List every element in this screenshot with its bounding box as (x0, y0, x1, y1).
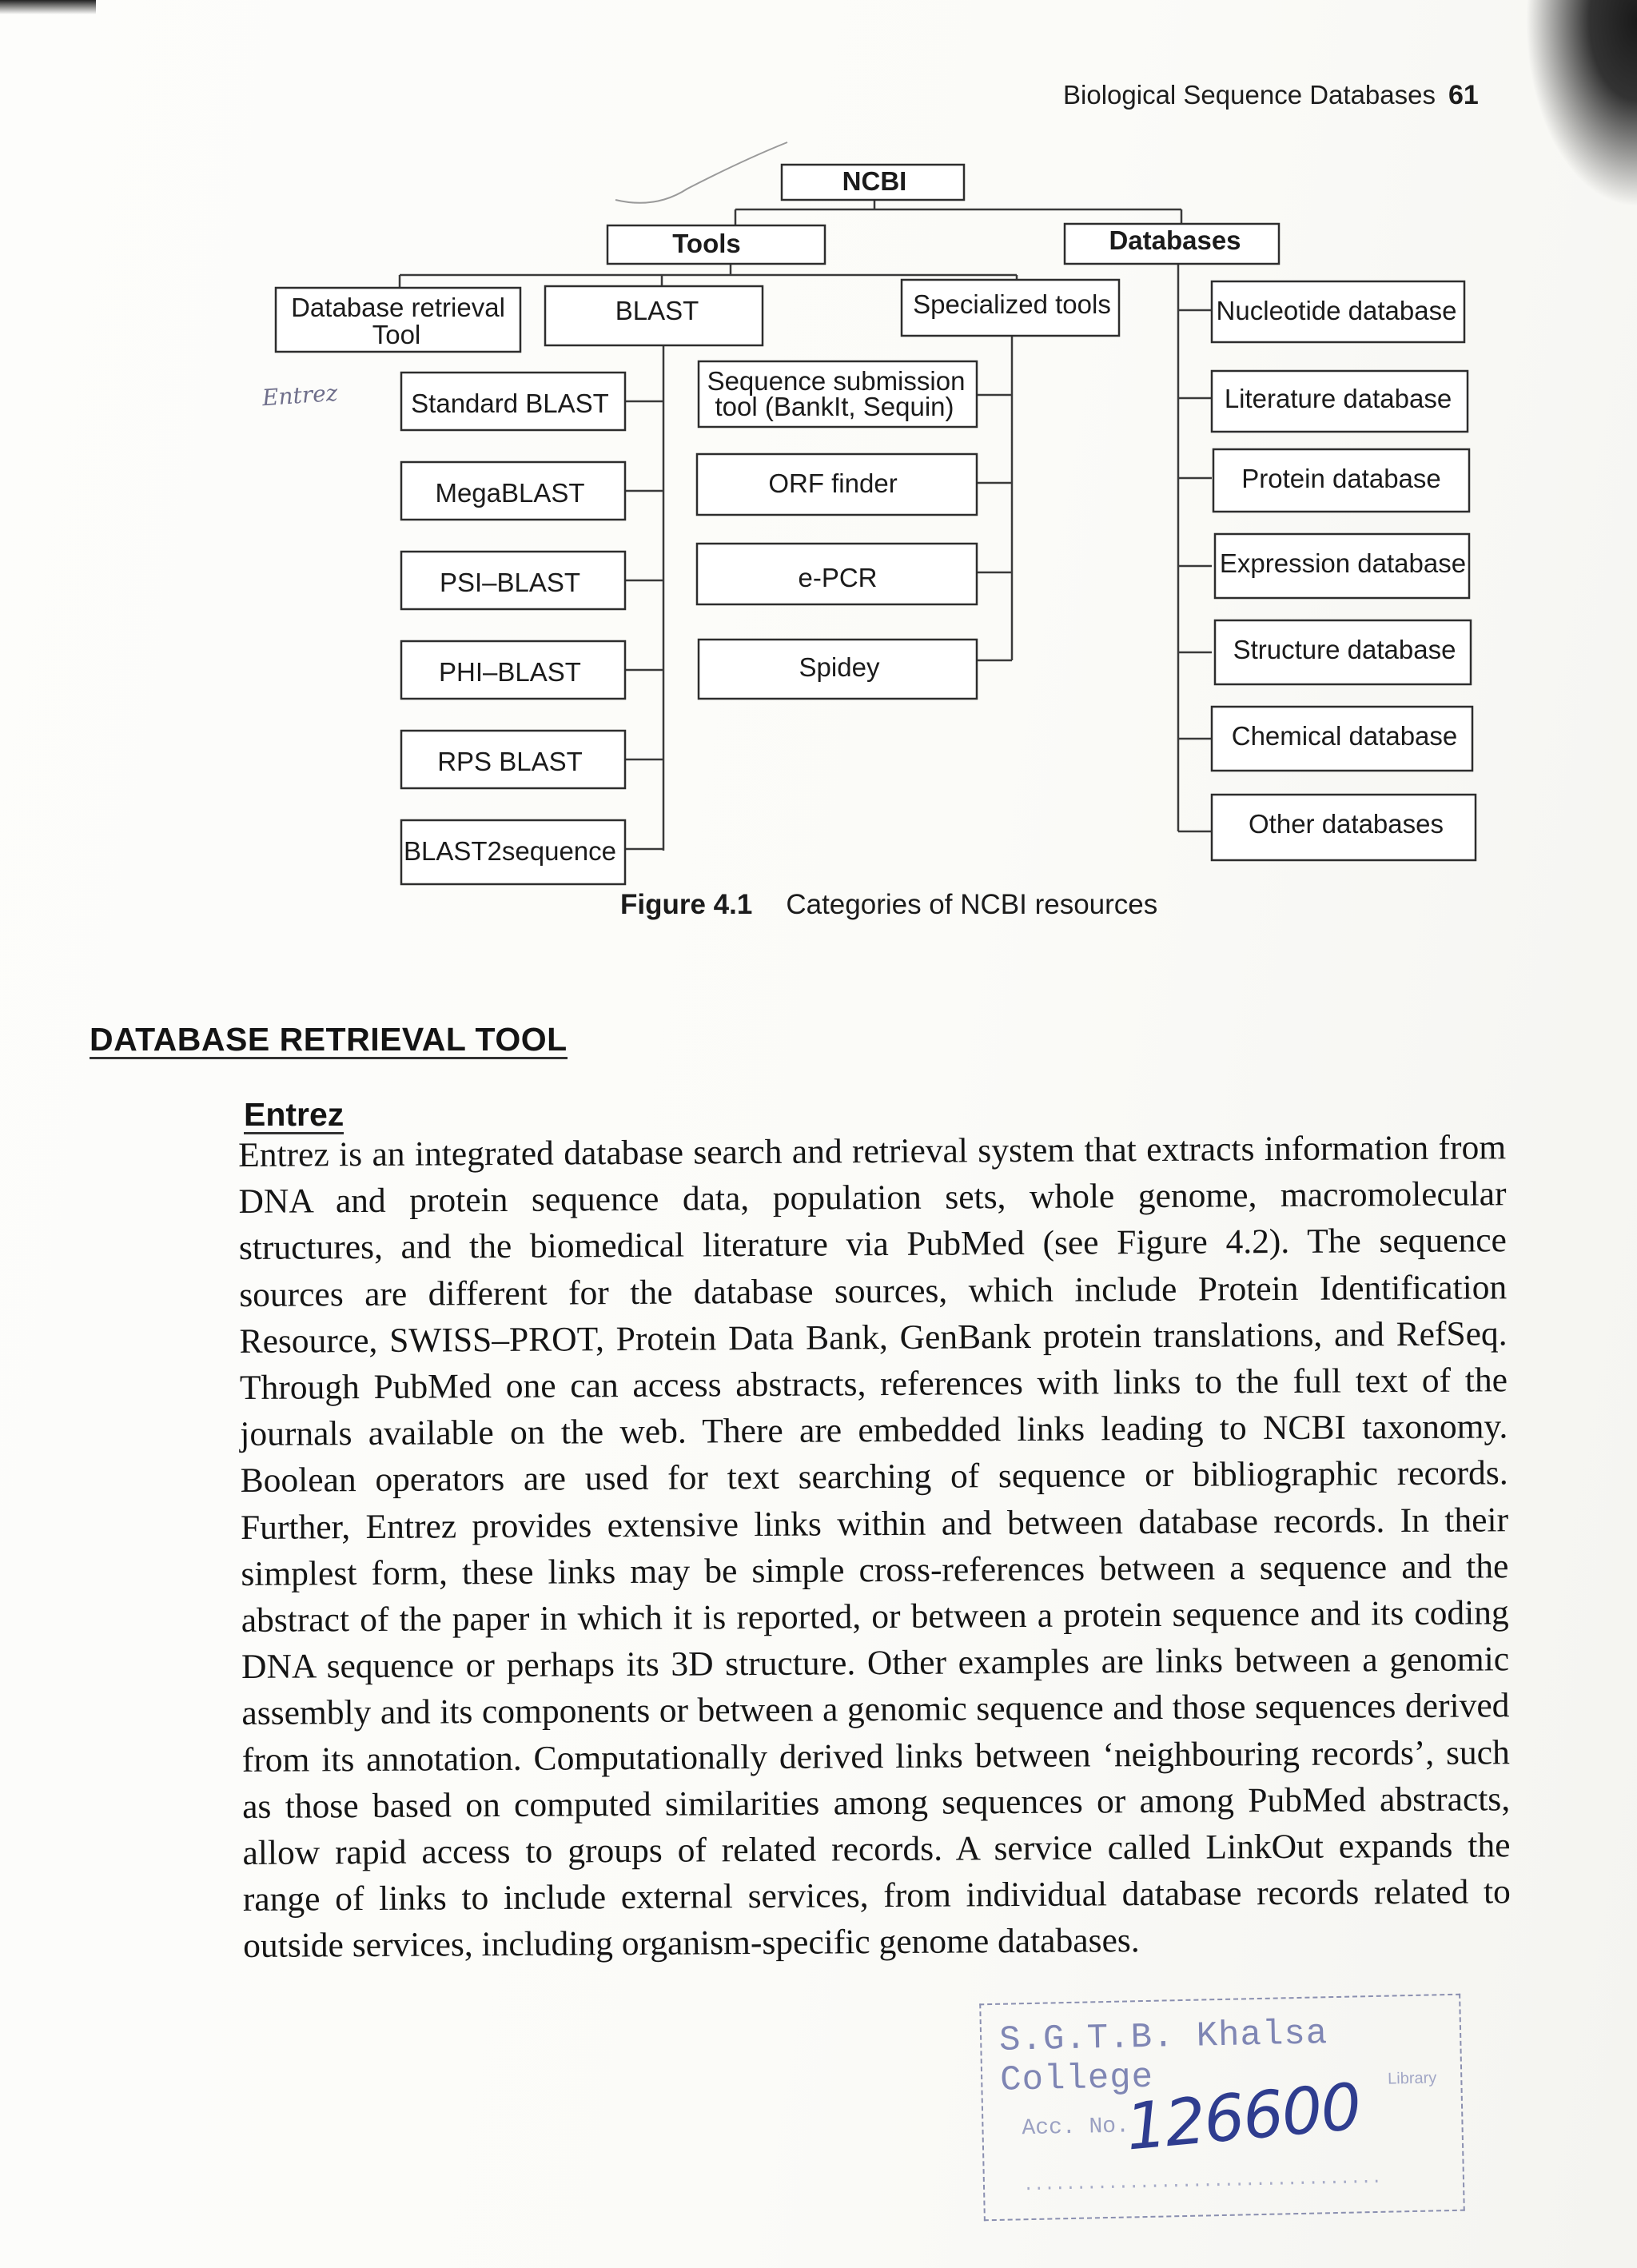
databases-label: Databases (1109, 225, 1241, 255)
specialized-item-submission: Sequence submission (707, 366, 966, 396)
body-paragraph: Entrez is an integrated database search and retrieval system that extracts information from DNA and protein sequence data, population sets, whole genome, macromolecular structures, and the biomedical literature via PubMed (see Figure 4.2). The sequence sources are different for the database sources, which include Protein Identification Resource, SWISS–PROT, Protein Data Bank, GenBank protein translations, and RefSeq. Through PubMed one can access abstracts, references with links to the full text of the journals available on the web. There are embedded links leading to NCBI taxonomy. Boolean operators are used for text searching of sequence or bibliographic records. Further, Entrez provides extensive links within and between database records. In their simplest form, these links may be simple cross-references between a sequence and the abstract of the paper in which it is reported, or between a protein sequence and its coding DNA sequence or perhaps its 3D structure. Other examples are links between a genomic assembly and its components or between a genomic sequence and those sequences derived from its annotation. Computationally derived links between ‘neighbouring records’, such as those based on computed similarities among sequences or among PubMed abstracts, allow rapid access to groups of related records. A service called LinkOut expands the range of links to include external services, from individual database records related to outside services, including organism-specific genome databases. (238, 1128, 1511, 1966)
database-retrieval-label: Database retrieval (291, 293, 505, 322)
figure-label: Figure 4.1 (620, 889, 753, 920)
pencil-mark (615, 142, 787, 203)
blast-item-mega: MegaBLAST (435, 478, 585, 508)
blast-item-phi: PHI–BLAST (439, 657, 581, 687)
ncbi-resources-diagram (0, 0, 1637, 887)
specialized-item-submission-line2: tool (BankIt, Sequin) (715, 392, 954, 421)
figure-caption-text: Categories of NCBI resources (786, 889, 1158, 920)
figure-caption (620, 889, 1157, 921)
database-item-nucleotide: Nucleotide database (1216, 296, 1457, 325)
specialized-item-spidey: Spidey (799, 652, 880, 682)
blast-item-2seq: BLAST2sequence (403, 836, 617, 866)
database-item-other: Other databases (1249, 809, 1444, 839)
diagram-boxes (276, 165, 1476, 884)
ncbi-label: NCBI (842, 166, 907, 196)
stamp-college-name: S.G.T.B. Khalsa College (998, 2014, 1328, 2101)
section-heading: DATABASE RETRIEVAL TOOL (90, 1021, 568, 1058)
blast-item-standard: Standard BLAST (411, 389, 609, 418)
tools-label: Tools (672, 229, 741, 258)
running-title: Biological Sequence Databases (1063, 80, 1436, 110)
stamp-acc-number: 126600 (1122, 2069, 1364, 2165)
database-item-chemical: Chemical database (1231, 721, 1458, 751)
database-retrieval-label-line2: Tool (372, 320, 421, 349)
stamp-library: Library (1387, 2069, 1437, 2088)
stamp-acc-label: Acc. No. (1022, 2114, 1130, 2142)
blast-item-psi: PSI–BLAST (439, 568, 581, 597)
handwritten-note: Entrez (261, 379, 339, 412)
database-item-literature: Literature database (1224, 384, 1452, 413)
database-item-structure: Structure database (1233, 635, 1456, 664)
page-number: 61 (1448, 80, 1479, 110)
specialized-item-epcr: e-PCR (798, 563, 878, 592)
library-stamp (979, 1994, 1465, 2222)
specialized-item-orf: ORF finder (768, 468, 898, 498)
blast-label: BLAST (615, 296, 699, 325)
subsection-heading: Entrez (244, 1096, 345, 1133)
specialized-tools-label: Specialized tools (913, 289, 1111, 319)
stamp-dotted-line: .................................. (1022, 2167, 1383, 2196)
blast-item-rps: RPS BLAST (437, 747, 583, 776)
database-item-protein: Protein database (1241, 464, 1441, 493)
database-item-expression: Expression database (1219, 548, 1467, 578)
